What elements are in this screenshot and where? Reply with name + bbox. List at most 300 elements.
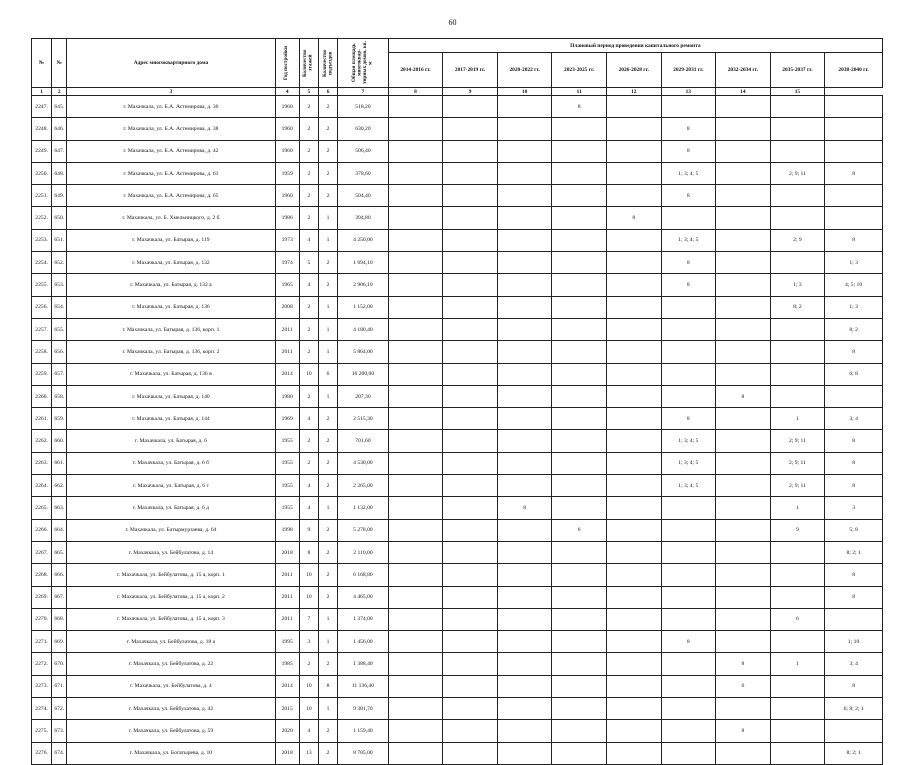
row-period-cell	[606, 341, 661, 363]
row-period-cell: 8; 2; 1	[825, 742, 883, 764]
row-period-cell	[443, 363, 498, 385]
row-period-cell	[388, 475, 443, 497]
row-number: 2260.	[32, 385, 52, 407]
row-period-cell	[443, 720, 498, 742]
row-period-cell: 2; 9; 11	[770, 430, 825, 452]
row-period-cell	[497, 252, 552, 274]
row-period-cell	[770, 118, 825, 140]
row-entrances: 1	[318, 631, 337, 653]
row-year: 1960	[275, 96, 299, 118]
row-floors: 2	[299, 140, 318, 162]
row-address: г. Махачкала, ул. Бейбулатова, д. 14	[67, 541, 275, 563]
row-period-cell: 8	[661, 118, 716, 140]
row-period-cell	[606, 631, 661, 653]
table-row	[32, 140, 883, 162]
row-entrances: 6	[318, 363, 337, 385]
row-period-cell: 1; 3; 4; 5	[661, 162, 716, 184]
row-address: г. Махачкала, ул. Бейбулатова, д. 15 а, корп. 3	[67, 608, 275, 630]
row-local-number: 666.	[52, 564, 67, 586]
row-number: 2249.	[32, 140, 52, 162]
row-period-cell	[388, 586, 443, 608]
row-period-cell	[388, 452, 443, 474]
row-period-cell	[497, 408, 552, 430]
row-period-cell	[552, 363, 607, 385]
row-period-cell	[716, 430, 771, 452]
row-period-cell: 8	[661, 140, 716, 162]
row-period-cell: 2; 9; 11	[770, 162, 825, 184]
row-entrances: 2	[318, 162, 337, 184]
row-number: 2271.	[32, 631, 52, 653]
row-local-number: 662.	[52, 475, 67, 497]
row-area: 506,40	[338, 140, 389, 162]
row-floors: 4	[299, 497, 318, 519]
row-area: 6 168,80	[338, 564, 389, 586]
row-period-cell	[606, 586, 661, 608]
row-period-cell	[716, 296, 771, 318]
row-period-cell	[606, 385, 661, 407]
row-address: г. Махачкала, ул. Бейбулатова, д. 15 а, корп. 1	[67, 564, 275, 586]
row-period-cell	[388, 252, 443, 274]
row-period-cell	[497, 475, 552, 497]
column-index: 1	[32, 88, 52, 96]
header-area-label: Общая площадь многоквар-тирных домов, кв. м	[351, 41, 374, 85]
row-period-cell	[606, 96, 661, 118]
header-no-local: №	[52, 39, 67, 88]
capital-repair-table	[31, 38, 883, 765]
row-period-cell	[443, 140, 498, 162]
row-period-cell	[497, 162, 552, 184]
row-period-cell	[716, 586, 771, 608]
row-year: 1998	[275, 519, 299, 541]
row-period-cell	[770, 252, 825, 274]
row-period-cell	[443, 185, 498, 207]
row-floors: 2	[299, 162, 318, 184]
row-number: 2257.	[32, 318, 52, 340]
row-period-cell	[443, 698, 498, 720]
row-year: 2011	[275, 608, 299, 630]
row-period-cell	[552, 341, 607, 363]
row-period-cell	[388, 631, 443, 653]
row-local-number: 647.	[52, 140, 67, 162]
row-period-cell	[497, 185, 552, 207]
row-floors: 3	[299, 631, 318, 653]
row-year: 1965	[275, 274, 299, 296]
row-address: г. Махачкала, ул. Батырая, д. 132 а	[67, 274, 275, 296]
row-period-cell	[388, 118, 443, 140]
row-period-cell	[716, 274, 771, 296]
row-period-cell	[388, 318, 443, 340]
row-local-number: 657.	[52, 363, 67, 385]
row-period-cell	[606, 742, 661, 764]
column-index: 12	[606, 88, 661, 96]
row-period-cell: 2; 9; 11	[770, 475, 825, 497]
row-period-cell	[716, 162, 771, 184]
row-period-cell: 8	[661, 631, 716, 653]
row-period-cell	[661, 653, 716, 675]
row-area: 1 152,00	[338, 296, 389, 318]
row-year: 1985	[275, 653, 299, 675]
row-period-cell	[606, 185, 661, 207]
row-number: 2273.	[32, 675, 52, 697]
row-period-cell	[825, 96, 883, 118]
row-period-cell	[497, 318, 552, 340]
row-period-cell	[606, 564, 661, 586]
row-period-cell	[770, 631, 825, 653]
row-period-cell	[770, 207, 825, 229]
row-area: 630,20	[338, 118, 389, 140]
row-period-cell	[825, 720, 883, 742]
row-period-cell	[497, 586, 552, 608]
row-year: 2011	[275, 341, 299, 363]
row-number: 2255.	[32, 274, 52, 296]
row-floors: 2	[299, 341, 318, 363]
row-number: 2272.	[32, 653, 52, 675]
row-period-cell: 6	[716, 675, 771, 697]
column-index: 14	[716, 88, 771, 96]
row-year: 2015	[275, 698, 299, 720]
header-address: Адрес многоквартирного дома	[67, 39, 275, 88]
column-index: 8	[388, 88, 443, 96]
row-period-cell	[825, 185, 883, 207]
row-period-cell	[388, 229, 443, 251]
row-year: 1974	[275, 252, 299, 274]
row-local-number: 661.	[52, 452, 67, 474]
row-year: 1955	[275, 452, 299, 474]
table-row	[32, 385, 883, 407]
row-period-cell	[552, 541, 607, 563]
row-period-cell	[497, 140, 552, 162]
row-period-cell	[443, 497, 498, 519]
row-local-number: 674.	[52, 742, 67, 764]
row-number: 2253.	[32, 229, 52, 251]
row-local-number: 665.	[52, 541, 67, 563]
header-period: 2017-2019 гг.	[443, 53, 498, 88]
row-period-cell	[552, 675, 607, 697]
row-period-cell	[443, 118, 498, 140]
row-period-cell	[388, 274, 443, 296]
row-period-cell	[661, 720, 716, 742]
table-row	[32, 207, 883, 229]
row-period-cell	[388, 363, 443, 385]
row-address: г. Махачкала, ул. Бейбулатова, д. 4	[67, 675, 275, 697]
row-entrances: 2	[318, 274, 337, 296]
row-area: 5 278,00	[338, 519, 389, 541]
row-period-cell	[606, 452, 661, 474]
row-local-number: 656.	[52, 341, 67, 363]
row-period-cell: 6; 8	[825, 363, 883, 385]
row-area: 9 381,70	[338, 698, 389, 720]
row-period-cell	[770, 96, 825, 118]
row-period-cell	[443, 274, 498, 296]
row-period-cell: 8	[825, 586, 883, 608]
row-address: г. Махачкала, ул. Батырая, д. 6 д	[67, 497, 275, 519]
row-period-cell	[497, 541, 552, 563]
row-number: 2254.	[32, 252, 52, 274]
row-address: г. Махачкала, ул. Батырая, д. 136	[67, 296, 275, 318]
row-year: 2014	[275, 675, 299, 697]
row-period-cell	[443, 608, 498, 630]
row-period-cell	[388, 162, 443, 184]
row-period-cell	[552, 608, 607, 630]
row-period-cell	[606, 675, 661, 697]
row-area: 8 785,00	[338, 742, 389, 764]
row-entrances: 8	[318, 675, 337, 697]
row-year: 1955	[275, 430, 299, 452]
row-period-cell	[388, 742, 443, 764]
row-period-cell: 2; 9	[770, 229, 825, 251]
row-period-cell	[497, 653, 552, 675]
row-floors: 2	[299, 318, 318, 340]
row-entrances: 1	[318, 608, 337, 630]
row-address: г. Махачкала, ул. Б.А. Астемирова, д. 36	[67, 96, 275, 118]
row-period-cell	[497, 519, 552, 541]
row-entrances: 2	[318, 541, 337, 563]
row-period-cell	[388, 341, 443, 363]
row-local-number: 651.	[52, 229, 67, 251]
row-area: 1 456,00	[338, 631, 389, 653]
row-entrances: 1	[318, 207, 337, 229]
row-year: 2011	[275, 586, 299, 608]
row-period-cell: 8	[825, 564, 883, 586]
row-area: 4 250,00	[338, 229, 389, 251]
row-address: г. Махачкала, ул. Батырая, д. 6 г	[67, 475, 275, 497]
row-period-cell: 8	[661, 185, 716, 207]
row-period-cell	[770, 341, 825, 363]
row-period-cell	[606, 363, 661, 385]
table-row	[32, 296, 883, 318]
row-year: 2008	[275, 296, 299, 318]
row-year: 2018	[275, 742, 299, 764]
row-period-cell	[606, 162, 661, 184]
row-entrances: 2	[318, 96, 337, 118]
column-index: 9	[443, 88, 498, 96]
row-period-cell: 1; 3; 4; 5	[661, 452, 716, 474]
table-row	[32, 452, 883, 474]
row-floors: 10	[299, 363, 318, 385]
row-period-cell	[443, 653, 498, 675]
row-year: 1960	[275, 118, 299, 140]
row-number: 2252.	[32, 207, 52, 229]
row-period-cell	[443, 207, 498, 229]
row-period-cell	[388, 653, 443, 675]
row-area: 4 180,40	[338, 318, 389, 340]
row-period-cell	[388, 541, 443, 563]
row-period-cell	[770, 564, 825, 586]
row-year: 1969	[275, 408, 299, 430]
row-period-cell	[388, 497, 443, 519]
row-period-cell: 8	[825, 162, 883, 184]
row-period-cell	[497, 564, 552, 586]
row-address: г. Махачкала, ул. Бейбулатова, д. 22	[67, 653, 275, 675]
page-number: 60	[448, 18, 457, 27]
row-period-cell	[825, 118, 883, 140]
row-period-cell	[770, 586, 825, 608]
row-entrances: 2	[318, 118, 337, 140]
row-period-cell	[497, 274, 552, 296]
row-period-cell	[552, 185, 607, 207]
row-year: 2014	[275, 363, 299, 385]
row-number: 2276.	[32, 742, 52, 764]
row-period-cell	[388, 185, 443, 207]
row-period-cell	[443, 252, 498, 274]
row-period-cell	[552, 207, 607, 229]
row-period-cell	[497, 742, 552, 764]
row-period-cell: 1; 3	[770, 274, 825, 296]
row-entrances: 2	[318, 140, 337, 162]
row-area: 1 374,00	[338, 608, 389, 630]
column-index: 5	[299, 88, 318, 96]
row-entrances: 2	[318, 475, 337, 497]
row-period-cell	[497, 296, 552, 318]
row-period-cell	[825, 140, 883, 162]
row-address: г. Махачкала, ул. Батырая, д. 136, корп. 1	[67, 318, 275, 340]
row-address: г. Махачкала, ул. Богатырева, д. 10	[67, 742, 275, 764]
row-period-cell	[770, 185, 825, 207]
row-floors: 10	[299, 564, 318, 586]
row-number: 2251.	[32, 185, 52, 207]
row-local-number: 671.	[52, 675, 67, 697]
row-period-cell	[825, 608, 883, 630]
row-period-cell	[716, 207, 771, 229]
row-floors: 7	[299, 608, 318, 630]
row-period-cell: 1; 10	[825, 631, 883, 653]
row-number: 2258.	[32, 341, 52, 363]
row-period-cell	[552, 408, 607, 430]
row-period-cell	[661, 564, 716, 586]
row-local-number: 660.	[52, 430, 67, 452]
column-index: 10	[497, 88, 552, 96]
column-index: 13	[661, 88, 716, 96]
column-index: 11	[552, 88, 607, 96]
row-period-cell	[497, 96, 552, 118]
row-period-cell	[497, 229, 552, 251]
header-period: 2023-2025 гг.	[552, 53, 607, 88]
row-entrances: 1	[318, 318, 337, 340]
row-period-cell	[606, 608, 661, 630]
column-index: 4	[275, 88, 299, 96]
table-row	[32, 742, 883, 764]
row-period-cell	[443, 452, 498, 474]
row-local-number: 659.	[52, 408, 67, 430]
row-year: 2011	[275, 564, 299, 586]
row-period-cell	[497, 341, 552, 363]
row-period-cell	[443, 564, 498, 586]
table-row	[32, 408, 883, 430]
row-address: г. Махачкала, ул. Бейбулатова, д. 18 а	[67, 631, 275, 653]
row-year: 2011	[275, 318, 299, 340]
header-floors	[299, 39, 318, 88]
row-period-cell	[552, 586, 607, 608]
row-period-cell	[552, 698, 607, 720]
row-floors: 2	[299, 430, 318, 452]
row-year: 1960	[275, 185, 299, 207]
row-period-cell	[606, 318, 661, 340]
row-period-cell	[388, 408, 443, 430]
header-period: 2038-2040 гг.	[825, 53, 883, 88]
row-local-number: 667.	[52, 586, 67, 608]
row-year: 1955	[275, 497, 299, 519]
row-address: г. Махачкала, ул. Бейбулатова, д. 42	[67, 698, 275, 720]
row-period-cell	[552, 252, 607, 274]
row-period-cell	[661, 363, 716, 385]
column-index: 2	[52, 88, 67, 96]
row-period-cell	[716, 608, 771, 630]
row-year: 1955	[275, 475, 299, 497]
row-period-cell	[606, 408, 661, 430]
row-period-cell	[497, 385, 552, 407]
row-area: 4 530,00	[338, 452, 389, 474]
row-address: г. Махачкала, ул. Батырая, д. 6	[67, 430, 275, 452]
row-local-number: 669.	[52, 631, 67, 653]
row-period-cell	[443, 408, 498, 430]
row-floors: 2	[299, 296, 318, 318]
row-year: 1960	[275, 140, 299, 162]
row-area: 518,20	[338, 96, 389, 118]
row-floors: 4	[299, 720, 318, 742]
row-period-cell	[770, 698, 825, 720]
row-period-cell	[661, 608, 716, 630]
row-period-cell	[716, 631, 771, 653]
row-period-cell: 1; 3	[825, 296, 883, 318]
row-address: г. Махачкала, ул. Батырая, д. 136 в	[67, 363, 275, 385]
row-area: 1 694,10	[338, 252, 389, 274]
row-period-cell	[661, 207, 716, 229]
row-period-cell: 1	[770, 408, 825, 430]
row-area: 1 388,40	[338, 653, 389, 675]
row-number: 2248.	[32, 118, 52, 140]
row-local-number: 654.	[52, 296, 67, 318]
row-floors: 2	[299, 207, 318, 229]
row-period-cell: 8	[825, 430, 883, 452]
row-local-number: 645.	[52, 96, 67, 118]
row-period-cell	[716, 497, 771, 519]
row-address: г. Махачкала, ул. Батырая, д. 144	[67, 408, 275, 430]
row-floors: 10	[299, 586, 318, 608]
row-address: г. Махачкала, ул. Б.А. Астемирова, д. 42	[67, 140, 275, 162]
row-period-cell	[770, 720, 825, 742]
row-period-cell	[606, 653, 661, 675]
row-period-cell	[443, 541, 498, 563]
table-row	[32, 586, 883, 608]
row-number: 2270.	[32, 608, 52, 630]
row-period-cell	[552, 385, 607, 407]
row-period-cell	[443, 96, 498, 118]
row-floors: 13	[299, 742, 318, 764]
table-row	[32, 96, 883, 118]
row-area: 2 515,30	[338, 408, 389, 430]
row-period-cell	[770, 742, 825, 764]
row-period-cell	[716, 541, 771, 563]
row-area: 2 906,10	[338, 274, 389, 296]
row-area: 701,60	[338, 430, 389, 452]
row-address: г. Махачкала, ул. Батырая, д. 140	[67, 385, 275, 407]
row-area: 16 200,00	[338, 363, 389, 385]
row-period-cell: 1; 3; 4; 5	[661, 475, 716, 497]
row-entrances: 1	[318, 385, 337, 407]
row-floors: 2	[299, 452, 318, 474]
row-period-cell	[606, 296, 661, 318]
row-number: 2269.	[32, 586, 52, 608]
row-period-cell	[497, 675, 552, 697]
row-entrances: 2	[318, 185, 337, 207]
row-period-cell	[770, 140, 825, 162]
row-period-cell: 1; 3	[825, 252, 883, 274]
row-entrances: 1	[318, 229, 337, 251]
row-period-cell	[552, 118, 607, 140]
row-area: 378,60	[338, 162, 389, 184]
row-period-cell	[552, 430, 607, 452]
row-local-number: 668.	[52, 608, 67, 630]
